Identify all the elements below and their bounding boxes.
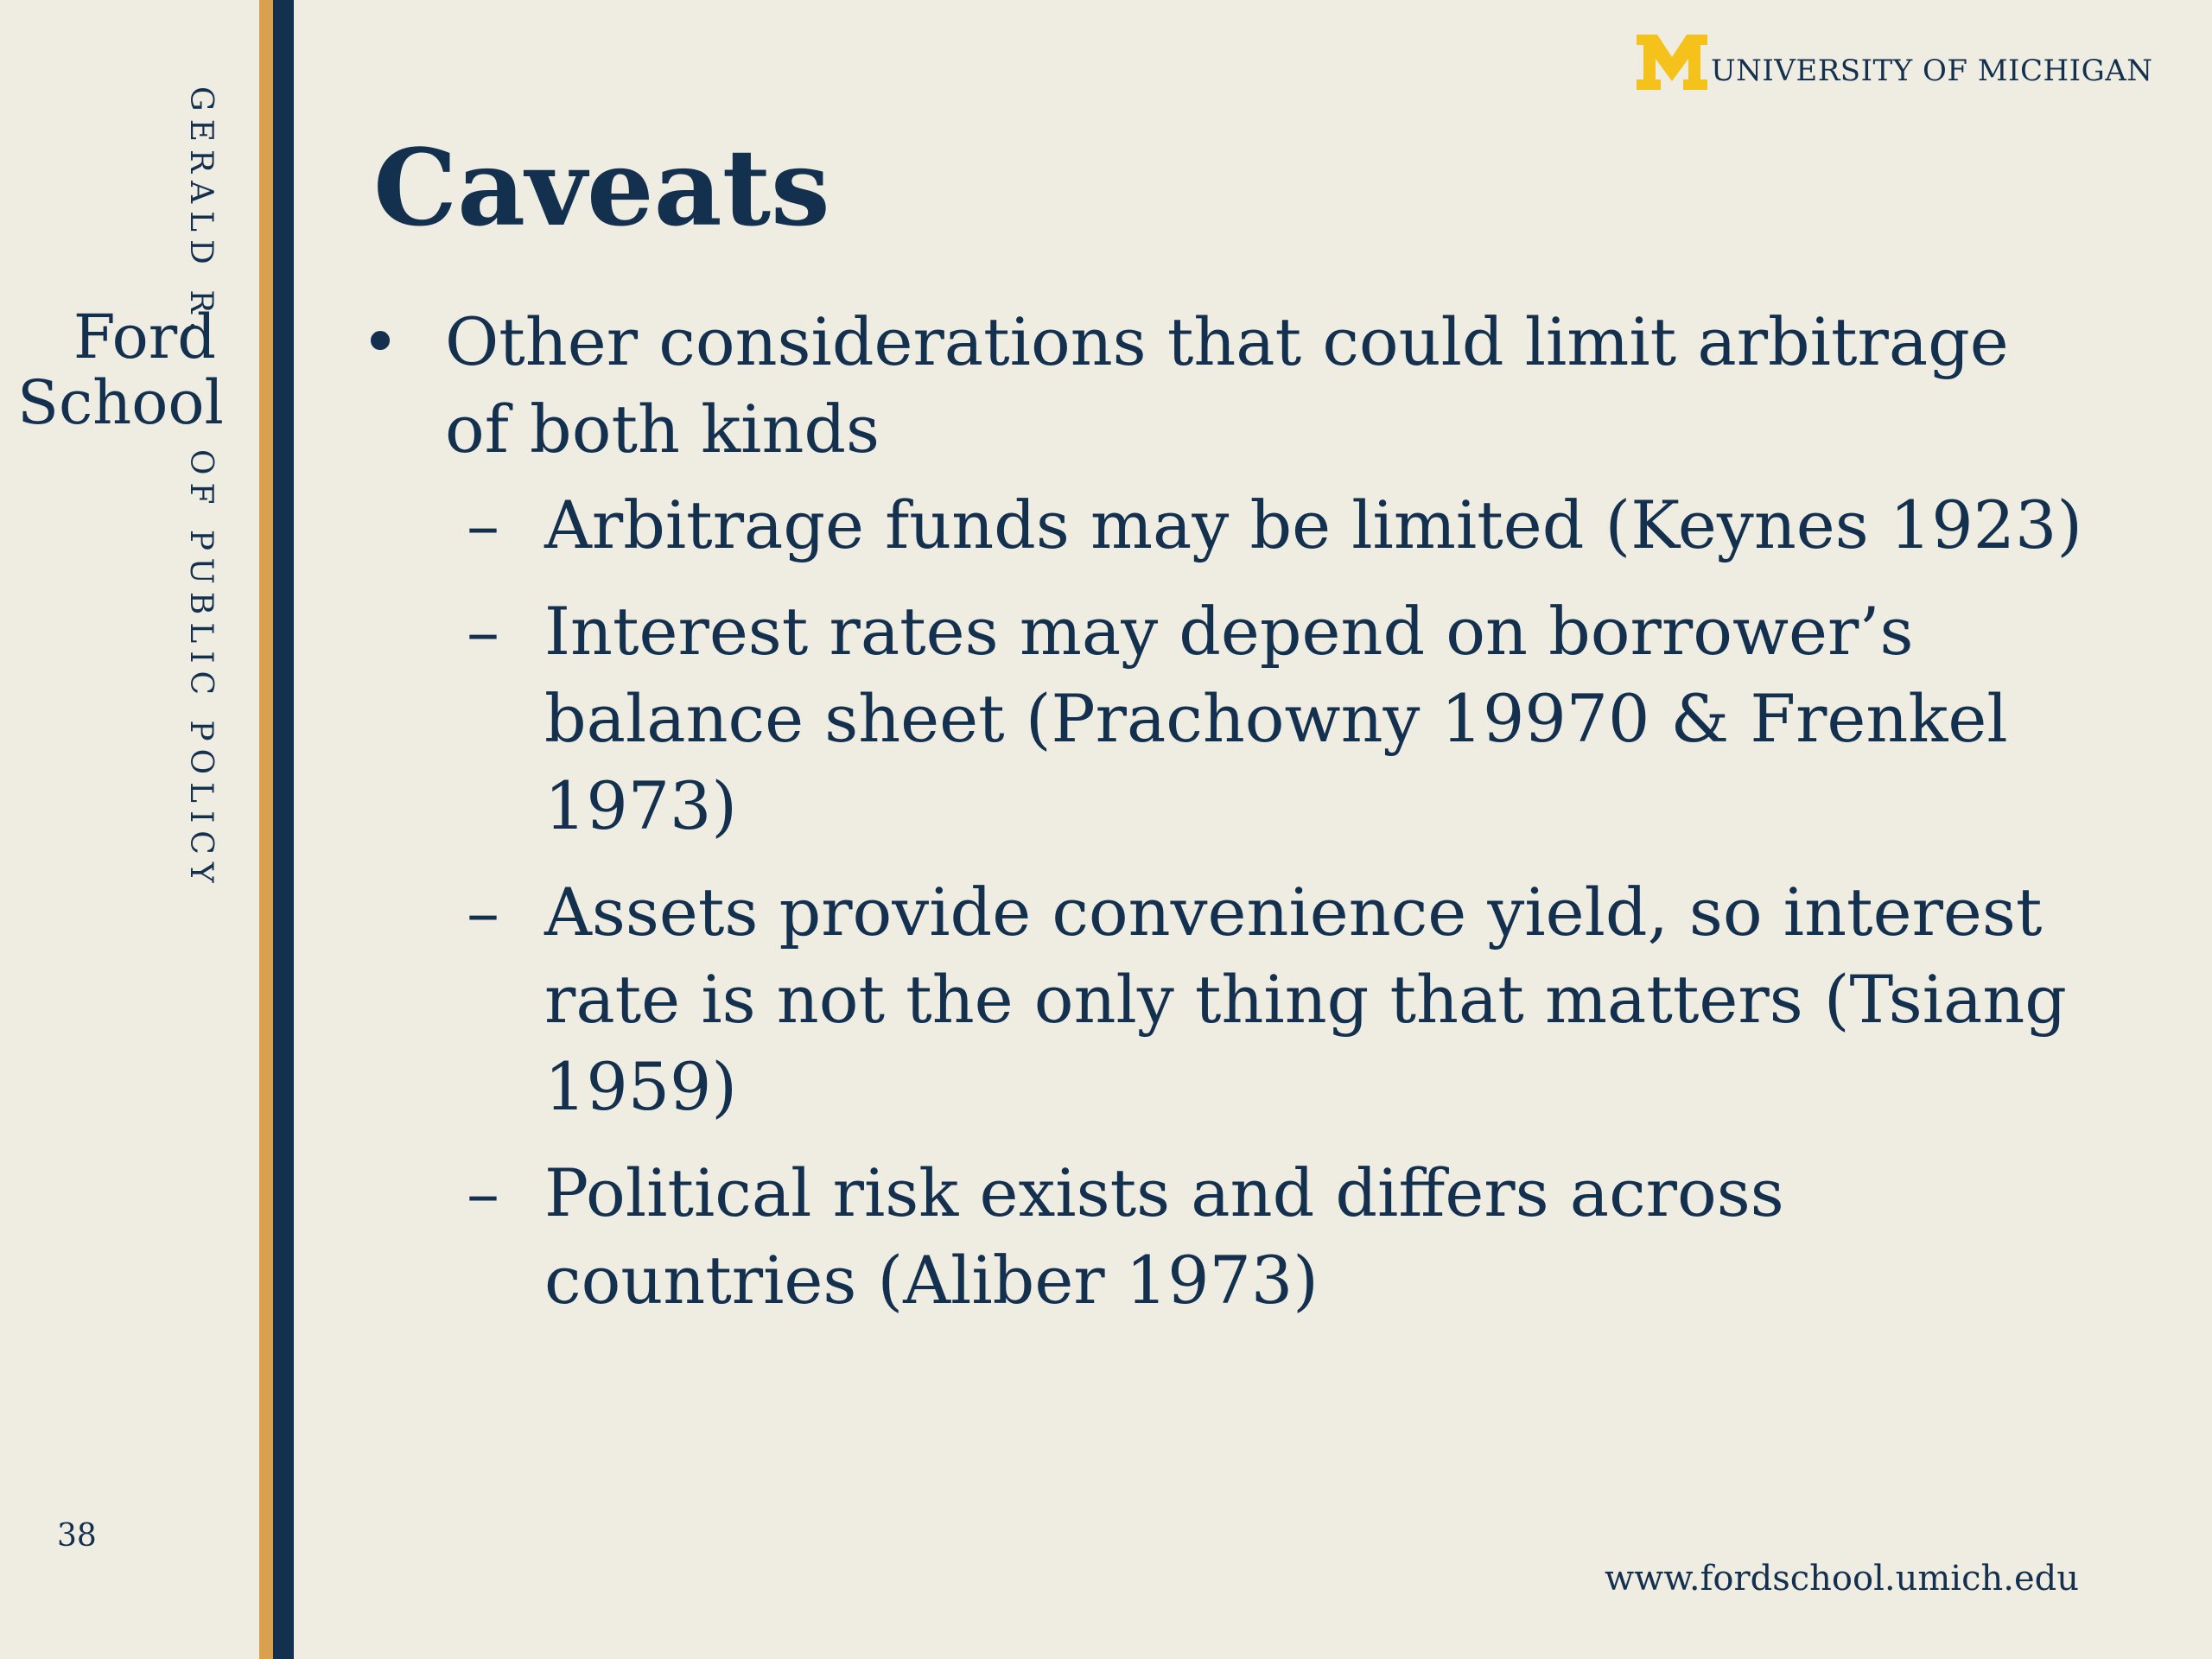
dash-marker: –	[467, 1154, 499, 1231]
dash-marker: –	[467, 486, 499, 563]
sub-bullet-text: Arbitrage funds may be limited (Keynes 1923)	[544, 486, 2082, 563]
page-number: 38	[57, 1518, 97, 1554]
dash-marker: –	[467, 593, 499, 670]
sub-bullet-item	[354, 1149, 2082, 1324]
ford-school-logo	[17, 302, 224, 438]
sub-bullet-text: Assets provide convenience yield, so interest rate is not the only thing that matters (Tsiang 1959)	[544, 874, 2067, 1125]
slide-content	[354, 298, 2082, 1343]
block-m-icon	[1635, 33, 1709, 92]
dash-marker: –	[467, 874, 499, 950]
navy-divider-bar	[273, 0, 294, 1659]
sub-bullet-item	[354, 588, 2082, 849]
bullet-marker: •	[360, 303, 400, 380]
sub-bullet-item	[354, 868, 2082, 1130]
ford-school-line1: Ford	[73, 302, 216, 372]
sidebar-public-policy: OF PUBLIC POLICY	[183, 449, 219, 891]
slide-title: Caveats	[373, 125, 830, 250]
sidebar-gerald-r: GERALD R.	[183, 86, 219, 339]
sub-bullet-item	[354, 481, 2082, 569]
ford-school-line2: School	[17, 367, 224, 438]
sub-bullet-text: Political risk exists and differs across countries (Aliber 1973)	[544, 1154, 1784, 1319]
footer-url[interactable]: www.fordschool.umich.edu	[1604, 1559, 2079, 1599]
main-bullet-text: Other considerations that could limit arbitrage of both kinds	[445, 303, 2009, 467]
main-bullet	[354, 298, 2082, 473]
sub-bullet-list	[354, 481, 2082, 1324]
sub-bullet-text: Interest rates may depend on borrower’s balance sheet (Prachowny 19970 & Frenkel 1973)	[544, 593, 2008, 844]
university-of-michigan-logo	[1635, 33, 2153, 92]
gold-divider-bar	[259, 0, 273, 1659]
university-of-michigan-text: UNIVERSITY OF MICHIGAN	[1711, 54, 2153, 88]
